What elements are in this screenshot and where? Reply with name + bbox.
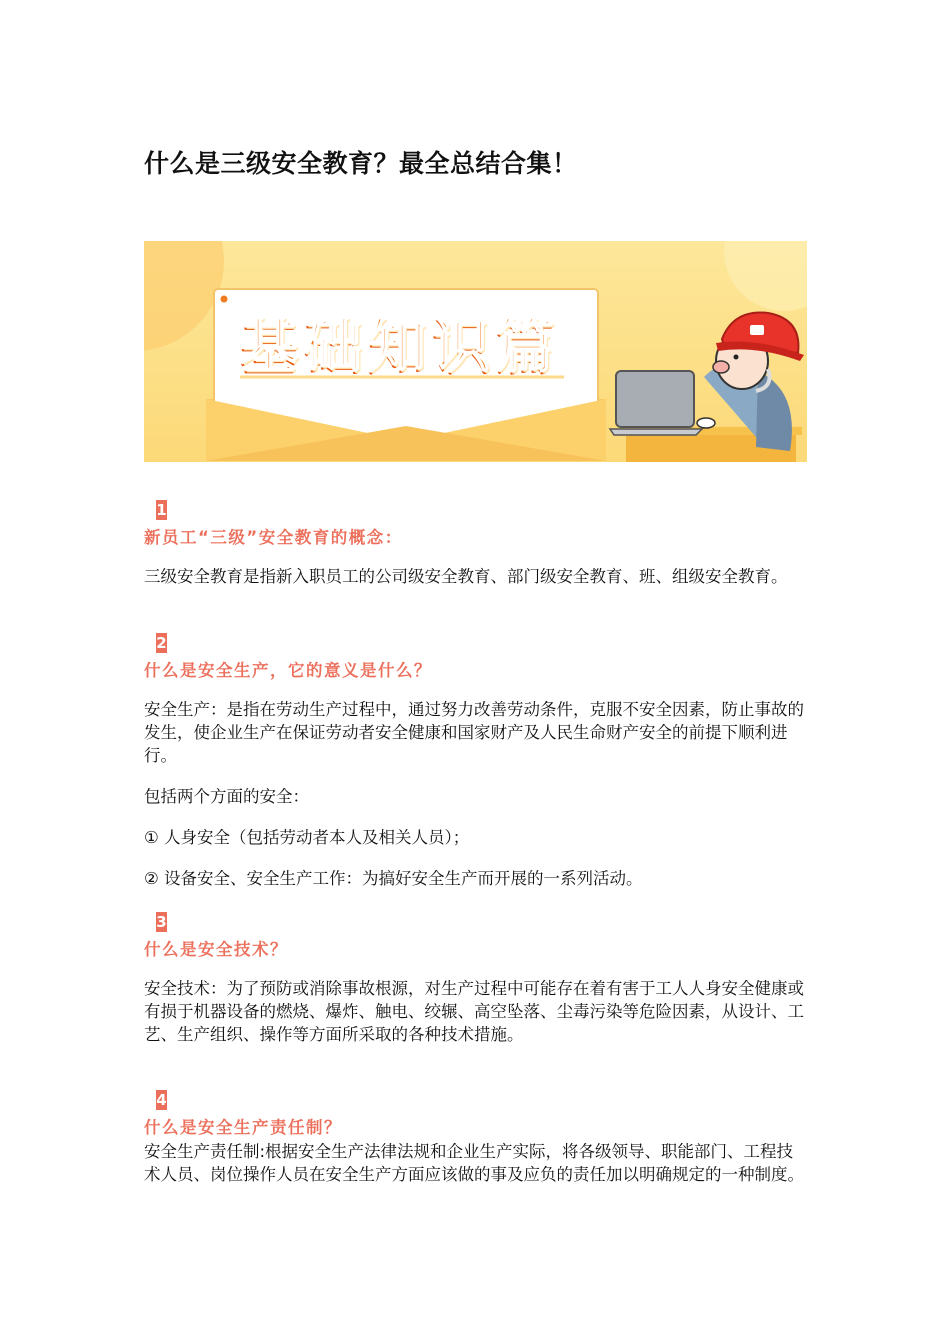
paragraph: 包括两个方面的安全： [144, 787, 309, 806]
section-1 [144, 500, 809, 588]
banner-image [144, 241, 807, 462]
section-number-badge: 4 [156, 1091, 167, 1109]
list-item: ② 设备安全、安全生产工作：为搞好安全生产而开展的一系列活动。 [144, 869, 643, 888]
section-number-badge: 3 [156, 913, 167, 931]
section-number-badge: 1 [156, 501, 167, 519]
section-heading: 什么是安全技术？ [144, 940, 288, 959]
list-item: ① 人身安全（包括劳动者本人及相关人员）； [144, 828, 470, 847]
section-number-badge: 2 [156, 634, 167, 652]
banner-title: 基础知识篇 [240, 312, 561, 380]
paragraph: 安全生产：是指在劳动生产过程中，通过努力改善劳动条件，克服不安全因素，防止事故的发生，使企业生产在保证劳动者安全健康和国家财产及人民生命财产安全的前提下顺利进行。 [144, 700, 804, 765]
section-3 [144, 912, 809, 1046]
paragraph: 安全生产责任制:根据安全生产法律法规和企业生产实际，将各级领导、职能部门、工程技术人员、岗位操作人员在安全生产方面应该做的事及应负的责任加以明确规定的一种制度。 [144, 1142, 804, 1184]
section-heading: 新员工“三级”安全教育的概念： [144, 528, 403, 547]
page-title: 什么是三级安全教育？最全总结合集！ [144, 149, 578, 178]
paragraph: 安全技术：为了预防或消除事故根源，对生产过程中可能存在着有害于工人人身安全健康或有损于机器设备的燃烧、爆炸、触电、绞辗、高空坠落、尘毒污染等危险因素，从设计、工艺、生产组织、操作等方面所采取的各种技术措施。 [144, 979, 804, 1044]
section-heading: 什么是安全生产，它的意义是什么？ [144, 661, 432, 680]
section-2 [144, 633, 809, 890]
paragraph: 三级安全教育是指新入职员工的公司级安全教育、部门级安全教育、班、组级安全教育。 [144, 567, 788, 586]
section-heading: 什么是安全生产责任制？ [144, 1118, 342, 1137]
section-4 [144, 1090, 809, 1186]
